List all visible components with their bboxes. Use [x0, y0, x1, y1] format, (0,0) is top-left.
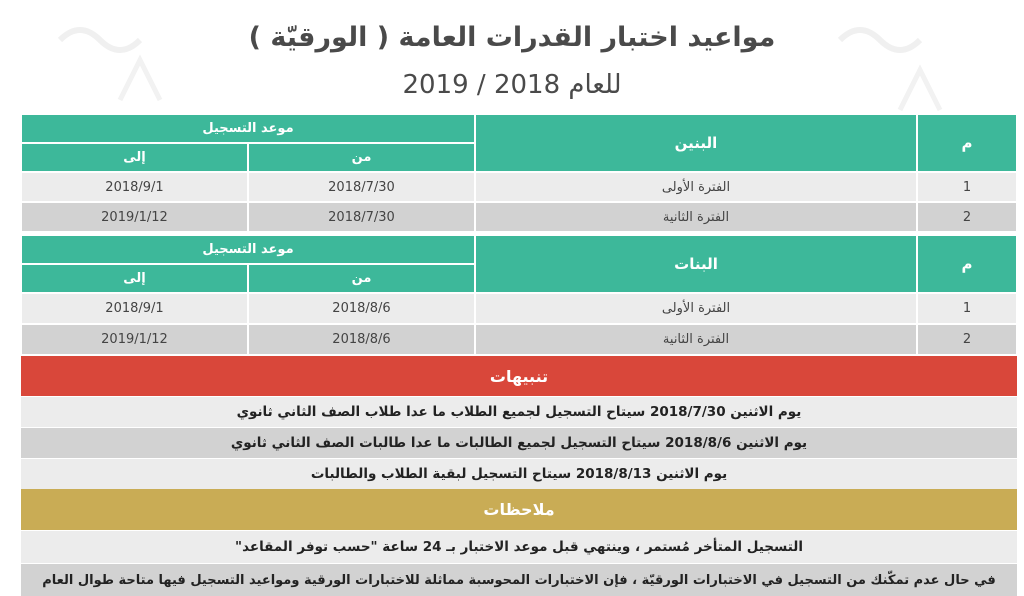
- boys-row2-period: الفترة الثانية: [475, 202, 917, 232]
- girls-num-header: م: [917, 235, 1017, 293]
- boys-reg-header: موعد التسجيل: [21, 114, 475, 143]
- boys-row2-to: 2019/1/12: [21, 202, 248, 232]
- boys-row2-from: 2018/7/30: [248, 202, 475, 232]
- girls-reg-header: موعد التسجيل: [21, 235, 475, 264]
- boys-row1-from: 2018/7/30: [248, 172, 475, 202]
- girls-row1-period: الفترة الأولى: [475, 293, 917, 324]
- alert-item-1: يوم الاثنين 2018/7/30 سيتاح التسجيل لجميع الطلاب ما عدا طلاب الصف الثاني ثانوي: [21, 396, 1017, 427]
- alert-item-2: يوم الاثنين 2018/8/6 سيتاح التسجيل لجميع الطالبات ما عدا طالبات الصف الثاني ثانوي: [21, 427, 1017, 458]
- girls-row2-num: 2: [917, 324, 1017, 355]
- notes-heading: ملاحظات: [21, 489, 1017, 530]
- boys-row1-to: 2018/9/1: [21, 172, 248, 202]
- girls-row2-period: الفترة الثانية: [475, 324, 917, 355]
- girls-to-header: إلى: [21, 264, 248, 293]
- girls-row2-to: 2019/1/12: [21, 324, 248, 355]
- boys-row1-period: الفترة الأولى: [475, 172, 917, 202]
- note-item-1: التسجيل المتأخر مُستمر ، وينتهي قبل موعد الاختبار بـ 24 ساعة "حسب توفر المقاعد": [21, 530, 1017, 563]
- girls-row1-from: 2018/8/6: [248, 293, 475, 324]
- boys-from-header: من: [248, 143, 475, 172]
- boys-num-header: م: [917, 114, 1017, 172]
- girls-table: [21, 235, 1017, 355]
- girls-group-header: البنات: [475, 235, 917, 293]
- boys-row1-num: 1: [917, 172, 1017, 202]
- alert-item-3: يوم الاثنين 2018/8/13 سيتاح التسجيل لبقية الطلاب والطالبات: [21, 458, 1017, 489]
- girls-row1-num: 1: [917, 293, 1017, 324]
- page-title: مواعيد اختبار القدرات العامة ( الورقيّة ): [248, 22, 776, 53]
- boys-to-header: إلى: [21, 143, 248, 172]
- page-subtitle: للعام 2018 / 2019: [402, 70, 622, 100]
- boys-row2-num: 2: [917, 202, 1017, 232]
- boys-group-header: البنين: [475, 114, 917, 172]
- boys-table: [21, 114, 1017, 232]
- note-item-2: في حال عدم تمكّنك من التسجيل في الاختبارات الورقيّة ، فإن الاختبارات المحوسبة مماثلة للاختبارات الورقية ومواعيد التسجيل فيها متاحة طوال العام: [21, 563, 1017, 596]
- girls-row2-from: 2018/8/6: [248, 324, 475, 355]
- girls-row1-to: 2018/9/1: [21, 293, 248, 324]
- girls-from-header: من: [248, 264, 475, 293]
- alerts-heading: تنبيهات: [21, 356, 1017, 396]
